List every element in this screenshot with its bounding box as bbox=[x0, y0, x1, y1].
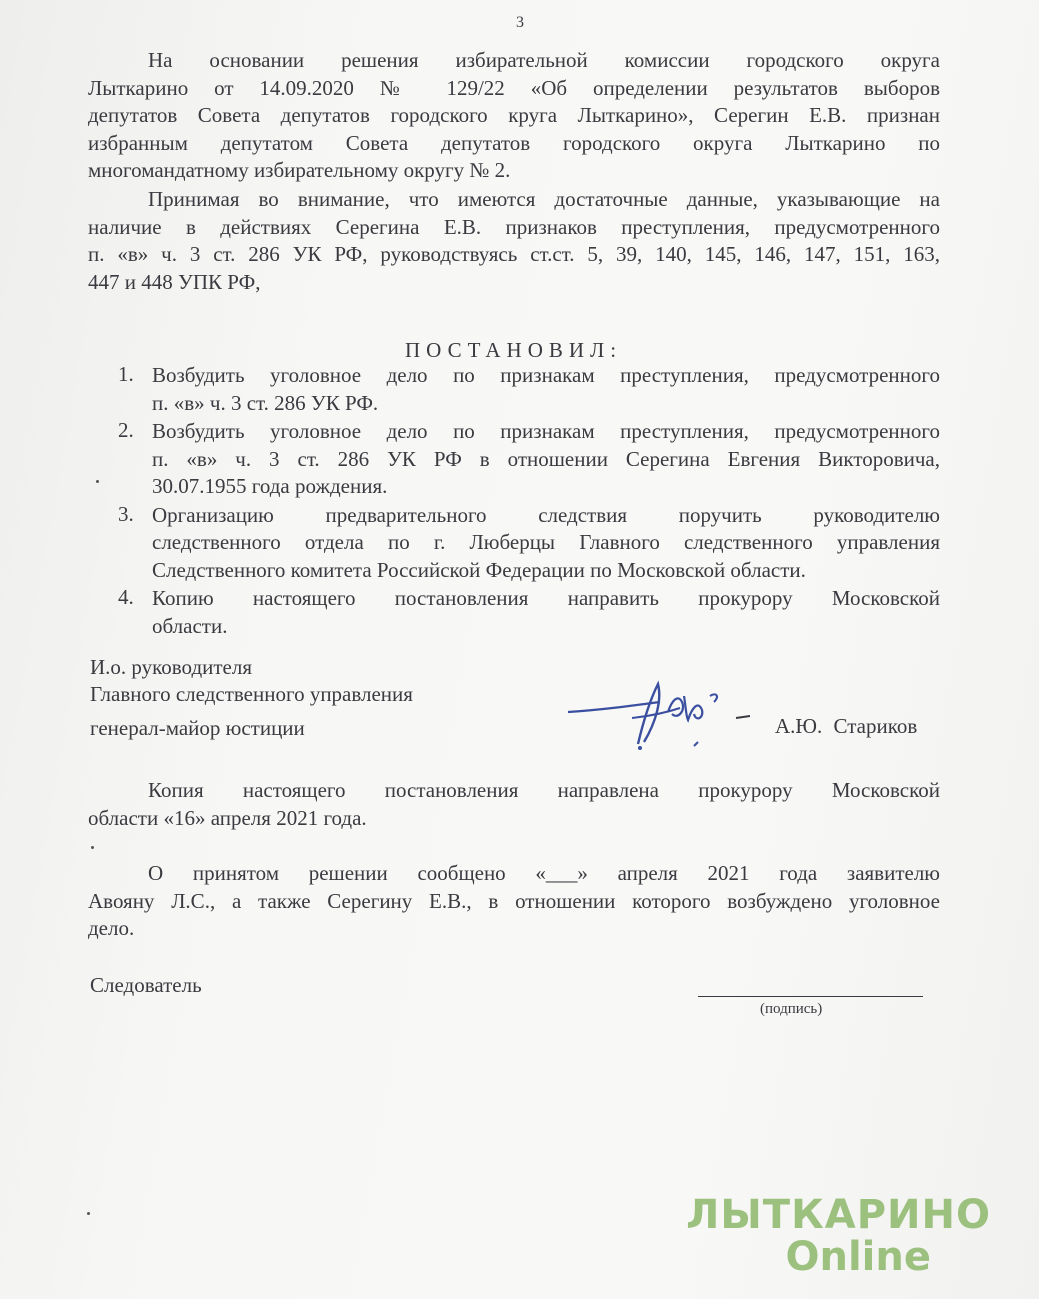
text-line: 30.07.1955 года рождения. bbox=[152, 474, 388, 498]
text-line: многомандатному избирательному округу № 2. bbox=[88, 158, 511, 182]
text-line: Организацию предварительного следствия поручить руководителю bbox=[152, 502, 940, 527]
text-line: дело. bbox=[88, 916, 135, 940]
signatory-line: Главного следственного управления bbox=[90, 682, 413, 706]
text-line: области. bbox=[152, 613, 228, 638]
text-line: 447 и 448 УПК РФ, bbox=[88, 269, 261, 294]
text-line: наличие в действиях Серегина Е.В. признаков преступления, предусмотренного bbox=[88, 214, 940, 239]
text-line: Лыткарино от 14.09.2020 № 129/22 «Об определении результатов выборов bbox=[88, 75, 940, 100]
speck bbox=[91, 846, 94, 849]
text-line: На основании решения избирательной комиссии городского округа bbox=[148, 48, 940, 72]
text-line: Копию настоящего постановления направить прокурору Московской bbox=[152, 586, 940, 610]
handwritten-signature bbox=[560, 672, 760, 762]
signatory-rank: генерал-майор юстиции bbox=[90, 716, 305, 740]
paragraph-copy-note bbox=[88, 777, 940, 832]
text-line: О принятом решении сообщено «___» апреля 2021 года заявителю bbox=[148, 861, 940, 885]
watermark-line: Online bbox=[785, 1234, 931, 1280]
text-line: следственного отдела по г. Люберцы Главного следственного управления bbox=[152, 530, 940, 554]
text-line: п. «в» ч. 3 ст. 286 УК РФ. bbox=[152, 390, 379, 415]
resolution-item bbox=[118, 502, 940, 585]
item-number: 1. bbox=[118, 362, 134, 386]
resolution-heading: ПОСТАНОВИЛ: bbox=[405, 338, 623, 362]
text-line: п. «в» ч. 3 ст. 286 УК РФ, руководствуясь ст.ст. 5, 39, 140, 145, 146, 147, 151, 163, bbox=[88, 242, 940, 266]
watermark-logo bbox=[686, 1192, 991, 1280]
resolution-item bbox=[118, 362, 940, 417]
paragraph-election-decision bbox=[88, 47, 940, 185]
text-line: Принимая во внимание, что имеются достаточные данные, указывающие на bbox=[148, 187, 940, 211]
text-line: Копия настоящего постановления направлена прокурору Московской bbox=[148, 778, 940, 802]
resolution-item bbox=[118, 418, 940, 501]
text-line: Следственного комитета Российской Федерации по Московской области. bbox=[152, 557, 806, 582]
text-line: Возбудить уголовное дело по признакам преступления, предусмотренного bbox=[152, 363, 940, 387]
text-line: Возбудить уголовное дело по признакам преступления, предусмотренного bbox=[152, 419, 940, 443]
item-number: 4. bbox=[118, 585, 134, 609]
text-line: Авояну Л.С., а также Серегину Е.В., в отношении которого возбуждено уголовное bbox=[88, 888, 940, 913]
speck bbox=[96, 480, 99, 483]
page-number: 3 bbox=[516, 14, 524, 31]
resolution-item bbox=[118, 585, 940, 640]
paragraph-grounds bbox=[88, 186, 940, 296]
speck bbox=[87, 1212, 90, 1215]
signatory-name: А.Ю. Стариков bbox=[775, 714, 918, 738]
signature-line bbox=[698, 996, 923, 997]
text-line: избранным депутатом Совета депутатов городского округа Лыткарино по bbox=[88, 130, 940, 155]
item-number: 3. bbox=[118, 501, 134, 526]
paragraph-decision-note bbox=[88, 860, 940, 943]
signature-caption: (подпись) bbox=[760, 1001, 823, 1017]
text-line: п. «в» ч. 3 ст. 286 УК РФ в отношении Серегина Евгения Викторовича, bbox=[152, 446, 940, 471]
signatory-line: И.о. руководителя bbox=[90, 655, 253, 679]
investigator-label: Следователь bbox=[90, 973, 202, 997]
resolution-items bbox=[118, 362, 940, 640]
text-line: области «16» апреля 2021 года. bbox=[88, 805, 367, 830]
watermark-line: ЛЫТКАРИНО bbox=[686, 1192, 991, 1238]
item-number: 2. bbox=[118, 418, 134, 442]
signatory-title bbox=[90, 654, 413, 708]
text-line: депутатов Совета депутатов городского круга Лыткарино», Серегин Е.В. признан bbox=[88, 103, 940, 127]
